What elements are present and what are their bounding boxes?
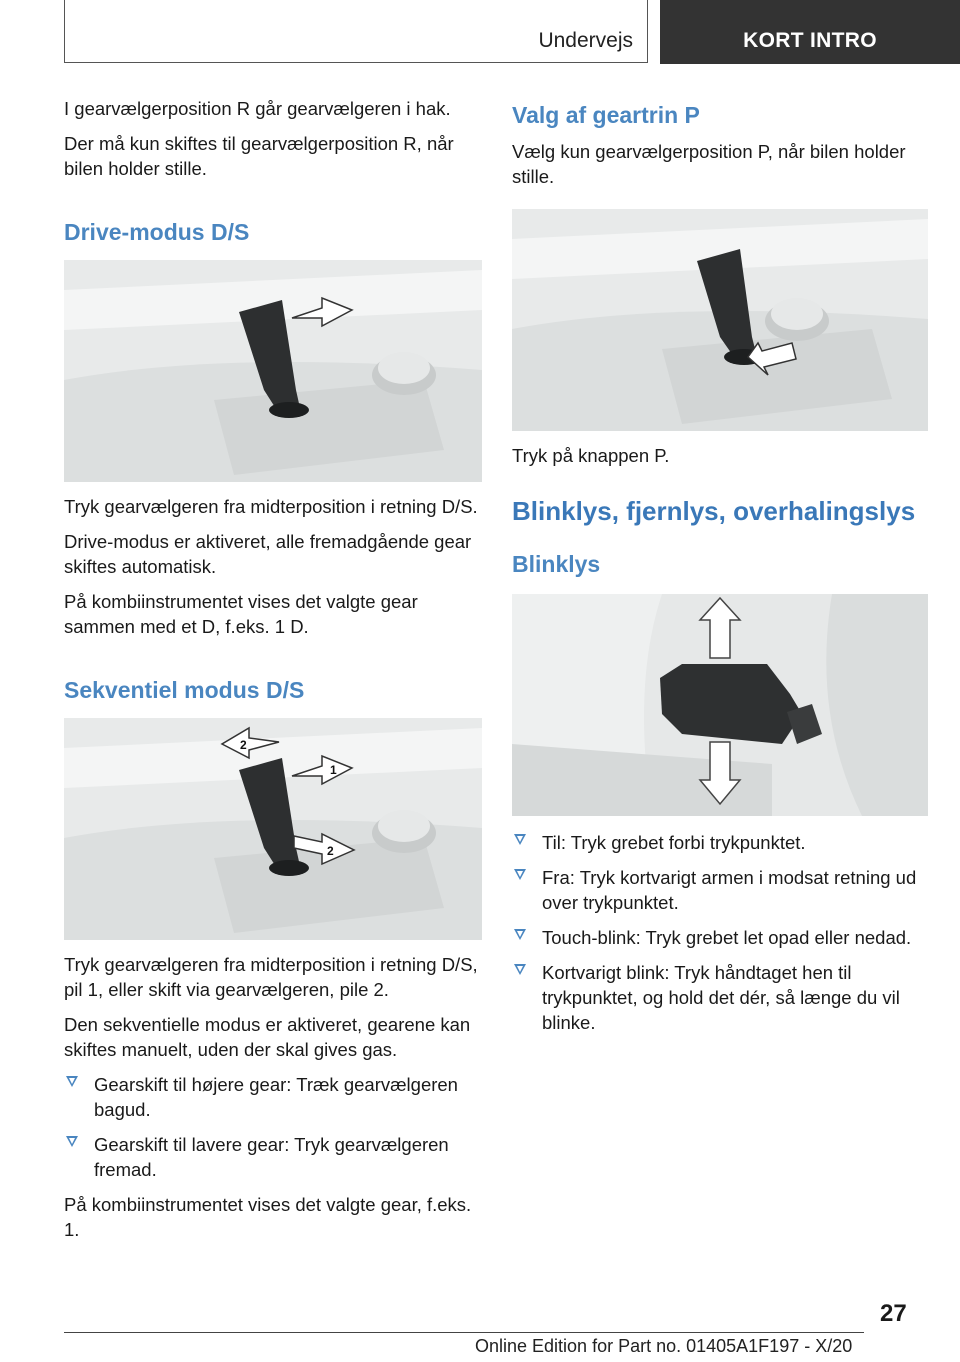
- paragraph-sequential-active: Den sekventielle modus er aktiveret, gearene kan skiftes manuelt, uden der skal gives gas.: [64, 1014, 471, 1060]
- section-tab[interactable]: Undervejs: [64, 0, 648, 63]
- triangle-bullet-icon: [514, 834, 526, 845]
- list-item: [64, 1072, 482, 1122]
- list-item: [512, 830, 930, 855]
- heading-indicator-lights: Blinklys, fjernlys, overhalingslys: [512, 496, 916, 526]
- footer-edition: Online Edition for Part no. 01405A1F197 - X/20: [475, 1336, 853, 1356]
- gear-selector-park-image: [512, 209, 928, 431]
- arrow-label-2-top: 2: [240, 738, 247, 752]
- list-item: [512, 925, 930, 950]
- triangle-bullet-icon: [514, 869, 526, 880]
- paragraph-drive-display: På kombiinstrumentet vises det valgte gear sammen med et D, f.eks. 1 D.: [64, 591, 418, 637]
- left-column: [64, 96, 482, 1252]
- paragraph-r-standstill: Der må kun skiftes til gearvælgerposition R, når bilen holder stille.: [64, 133, 454, 179]
- triangle-bullet-icon: [514, 929, 526, 940]
- turn-signal-lever-image: [512, 594, 928, 816]
- list-item-text: Kortvarigt blink: Tryk håndtaget hen til trykpunktet, og hold det dér, så længe du vil blinke.: [542, 962, 900, 1033]
- footer-divider: [64, 1332, 864, 1333]
- sequential-bullet-list: [64, 1072, 482, 1182]
- heading-sequential-mode: Sekventiel modus D/S: [64, 677, 305, 703]
- list-item-text: Gearskift til lavere gear: Tryk gearvælgeren fremad.: [94, 1134, 449, 1180]
- header-tabs: [64, 0, 960, 66]
- list-item-text: Fra: Tryk kortvarigt armen i modsat retning ud over trykpunktet.: [542, 867, 917, 913]
- gear-selector-drive-image: [64, 260, 482, 482]
- list-item-text: Touch-blink: Tryk grebet let opad eller nedad.: [542, 927, 912, 948]
- paragraph-sequential-display: På kombiinstrumentet vises det valgte gear, f.eks. 1.: [64, 1194, 472, 1240]
- list-item: [512, 865, 930, 915]
- heading-turn-signals: Blinklys: [512, 551, 601, 577]
- list-item-text: Gearskift til højere gear: Træk gearvælgeren bagud.: [94, 1074, 458, 1120]
- page-number: 27: [880, 1300, 907, 1327]
- gear-selector-sequential-image: [64, 718, 482, 940]
- right-column: [512, 96, 930, 1045]
- chapter-tab[interactable]: KORT INTRO: [660, 0, 960, 64]
- heading-park-gear: Valg af geartrin P: [512, 102, 700, 128]
- arrow-label-1: 1: [330, 763, 337, 777]
- arrow-label-2-bottom: 2: [327, 844, 334, 858]
- triangle-bullet-icon: [66, 1076, 78, 1087]
- list-item: [512, 960, 930, 1035]
- triangle-bullet-icon: [66, 1136, 78, 1147]
- turn-signal-bullet-list: [512, 830, 930, 1035]
- paragraph-park-select: Vælg kun gearvælgerposition P, når bilen holder stille.: [512, 141, 906, 187]
- list-item-text: Til: Tryk grebet forbi trykpunktet.: [542, 832, 806, 853]
- paragraph-park-button: Tryk på knappen P.: [512, 445, 670, 466]
- list-item: [64, 1132, 482, 1182]
- paragraph-sequential-push: Tryk gearvælgeren fra midterposition i retning D/S, pil 1, eller skift via gearvælgeren, pile 2.: [64, 954, 478, 1000]
- paragraph-drive-push: Tryk gearvælgeren fra midterposition i retning D/S.: [64, 496, 478, 517]
- triangle-bullet-icon: [514, 964, 526, 975]
- heading-drive-mode: Drive-modus D/S: [64, 219, 250, 245]
- paragraph-r-position: I gearvælgerposition R går gearvælgeren i hak.: [64, 98, 451, 119]
- paragraph-drive-active: Drive-modus er aktiveret, alle fremadgående gear skiftes automatisk.: [64, 531, 472, 577]
